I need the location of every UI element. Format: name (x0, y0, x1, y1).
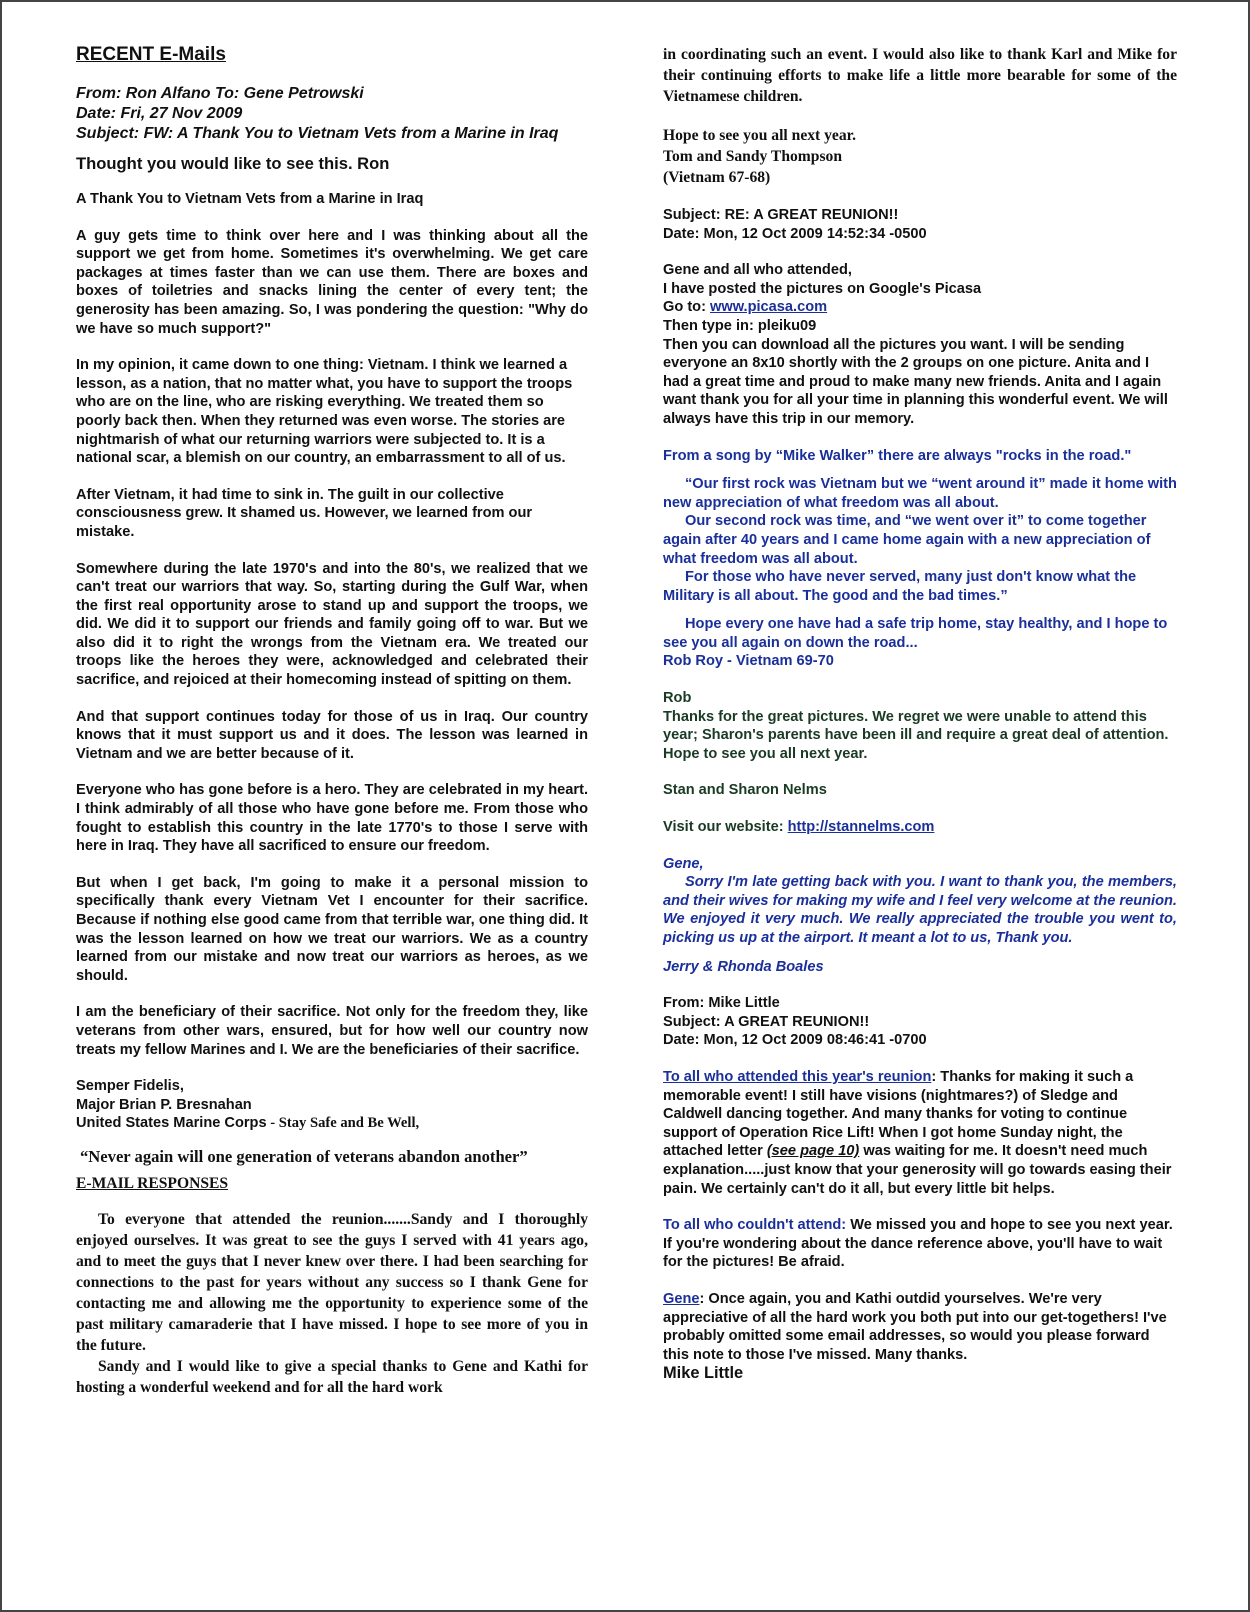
email-header-subject: Subject: FW: A Thank You to Vietnam Vets from a Marine in Iraq (76, 125, 559, 142)
signature-name: Major Brian P. Bresnahan (76, 1096, 252, 1113)
signature-service: (Vietnam 67-68) (663, 169, 771, 186)
greeting: Gene and all who attended, (663, 262, 852, 279)
message-line: I have posted the pictures on Google's Picasa (663, 280, 982, 297)
responses-heading: E-MAIL RESPONSES (76, 1174, 229, 1192)
signature-name: Mike Little (663, 1364, 744, 1383)
song-intro: From a song by “Mike Walker” there are always "rocks in the road." (663, 447, 1132, 464)
song-lyric: Our second rock was time, and “we went over it” to come together again after 40 years and I came home again with a new appreciation of what freedom was all about. (663, 513, 1151, 567)
letter-title: A Thank You to Vietnam Vets from a Marine in Iraq (76, 191, 424, 207)
closing-wish: Hope every one have had a safe trip home, stay healthy, and I hope to see you all again on down the road... (663, 616, 1168, 651)
picasa-link[interactable]: www.picasa.com (710, 299, 828, 316)
song-lyric: For those who have never served, many just don't know what the Military is all about. The good and the bad times.” (663, 569, 1137, 604)
signature-name: Stan and Sharon Nelms (663, 782, 827, 799)
letter-paragraph: Somewhere during the late 1970's and into the 80's, we realized that we can't treat our warriors that way. So, starting during the Gulf War, when the first real opportunity arose to stand up and support the troops, we did. We did it to support our friends and family going off to war. But we also did it to right the wrongs from the Vietnam era. We treated our troops like the heroes they were, acknowledged and celebrated their sacrifice, and rejoiced at their homecoming instead of spitting on them. (76, 560, 588, 689)
email-header-from: From: Ron Alfano To: Gene Petrowski (76, 85, 364, 102)
letter-paragraph: I am the beneficiary of their sacrifice. Not only for the freedom they, like veterans from other wars, ensured, but for how well our country now treats my fellow Marines and I. We are the beneficiaries of their sacrifice. (76, 1004, 588, 1058)
stannelms-link[interactable]: http://stannelms.com (787, 819, 935, 836)
letter-paragraph: Everyone who has gone before is a hero. They are celebrated in my heart. I think admirably of all those who have gone before me. From those who fought to establish this country in the late 1770's to those I serve with here in Iraq. They have all sacrificed to ensure our freedom. (76, 782, 588, 855)
signature-name: Jerry & Rhonda Boales (663, 958, 824, 975)
letter-paragraph: And that support continues today for those of us in Iraq. Our country knows that it must support us and it does. The lesson was learned in Vietnam and we are better because of it. (76, 708, 588, 762)
email-subject: Subject: RE: A GREAT REUNION!! (663, 207, 899, 223)
message-paragraph: To all who couldn't attend: We missed you and hope to see you next year. If you're wondering about the dance reference above, you'll have to wait for the pictures! Be afraid. (663, 1217, 1173, 1271)
email-subject: Subject: A GREAT REUNION!! (663, 1013, 870, 1030)
message-paragraph: To all who attended this year's reunion: Thanks for making it such a memorable event! I still have visions (nightmares?) of Sledge and Caldwell dancing together. And many thanks for voting to continue support of Operation Rice Lift! When I got home Sunday night, the attached letter (see page 10) was waiting for me. It doesn't need much explanation.....just know that your generosity will go towards easing their pain. We certainly can't do it all, but every little bit helps. (663, 1068, 1172, 1197)
forward-note: Thought you would like to see this. Ron (76, 154, 390, 173)
email-date: Date: Mon, 12 Oct 2009 14:52:34 -0500 (663, 225, 927, 242)
letter-paragraph: A guy gets time to think over here and I was thinking about all the support we get from home. Sometimes it's overwhelming. We get care packages at times faster than we can use them. There are boxes and boxes of toiletries and snacks lining the center of every tent; the generosity has been amazing. So, I was pondering the question: "Why do we have so much support?" (76, 227, 588, 337)
signature-name: Tom and Sandy Thompson (663, 148, 842, 165)
message-line: Go to: www.picasa.com (663, 299, 828, 316)
email-header-date: Date: Fri, 27 Nov 2009 (76, 105, 243, 122)
left-column (76, 44, 588, 1398)
song-lyric: “Our first rock was Vietnam but we “went around it” made it home with new appreciation of what freedom was all about. (663, 476, 1177, 511)
response-paragraph: To everyone that attended the reunion.......Sandy and I thoroughly enjoyed ourselves. It was great to see the guys I served with 41 years ago, and to meet the guys that I never knew over there. I had been searching for connections to the past for years without any success so I thank Gene for contacting me and allowing me the opportunity to experience some of the past military camaraderie that I have missed. I hope to see more of you in the future. (76, 1210, 588, 1354)
signature-line: Semper Fidelis, (76, 1078, 184, 1095)
message-paragraph: Sorry I'm late getting back with you. I want to thank you, the members, and their wives for making my wife and I feel very welcome at the reunion. We enjoyed it very much. We really appreciated the trouble you went to, picking us up at the airport. It meant a lot to us, Thank you. (663, 874, 1177, 946)
letter-paragraph: After Vietnam, it had time to sink in. The guilt in our collective consciousness grew. It shamed us. However, we learned from our mistake. (76, 486, 533, 540)
greeting: Rob (663, 690, 692, 707)
closing-line: Hope to see you all next year. (663, 127, 857, 144)
letter-paragraph: But when I get back, I'm going to make it a personal mission to specifically thank every Vietnam Vet I encounter for their sacrifice. Because if nothing else good came from that terrible war, one thing did. It was the lesson learned on how we treat our warriors. We as a country learned from our mistake and now treat our warriors as heroes, as we should. (76, 874, 588, 984)
message-paragraph: Then you can download all the pictures you want. I will be sending everyone an 8x10 shortly with the 2 groups on one picture. Anita and I had a great time and proud to make many new friends. Anita and I again want thank you for all your time in planning this wonderful event. We will always have this trip in our memory. (663, 336, 1168, 427)
signature-org: United States Marine Corps - Stay Safe and Be Well, (76, 1115, 420, 1132)
website-line: Visit our website: http://stannelms.com (663, 819, 935, 836)
letter-paragraph: In my opinion, it came down to one thing: Vietnam. I think we learned a lesson, as a nation, that no matter what, you have to support the troops who are on the line, who are risking everything. We treated them so poorly back then. When they returned was even worse. The stories are nightmarish of what our returning warriors were subjected to. It is a national scar, a blemish on our country, an embarrassment to all of us. (76, 357, 573, 467)
email-from: From: Mike Little (663, 995, 780, 1012)
message-line: Then type in: pleiku09 (663, 317, 817, 334)
response-paragraph: Sandy and I would like to give a special thanks to Gene and Kathi for hosting a wonderful weekend and for all the hard work (76, 1357, 588, 1396)
greeting: Gene, (663, 855, 704, 872)
message-paragraph: Gene: Once again, you and Kathi outdid yourselves. We're very appreciative of all the hard work you both put into our get-togethers! I've probably omitted some email addresses, so would you please forward this note to those I've missed. Many thanks. (663, 1290, 1167, 1363)
signature-name: Rob Roy - Vietnam 69-70 (663, 653, 834, 670)
response-continued: in coordinating such an event. I would also like to thank Karl and Mike for their continuing efforts to make life a little more bearable for some of the Vietnamese children. (663, 46, 1177, 105)
email-date: Date: Mon, 12 Oct 2009 08:46:41 -0700 (663, 1032, 927, 1049)
page-title: RECENT E-Mails (76, 44, 226, 65)
right-column (663, 44, 1177, 1383)
message-paragraph: Thanks for the great pictures. We regret we were unable to attend this year; Sharon's parents have been ill and require a great deal of attention. Hope to see you all next year. (663, 708, 1169, 762)
veterans-quote: “Never again will one generation of veterans abandon another” (80, 1146, 528, 1166)
